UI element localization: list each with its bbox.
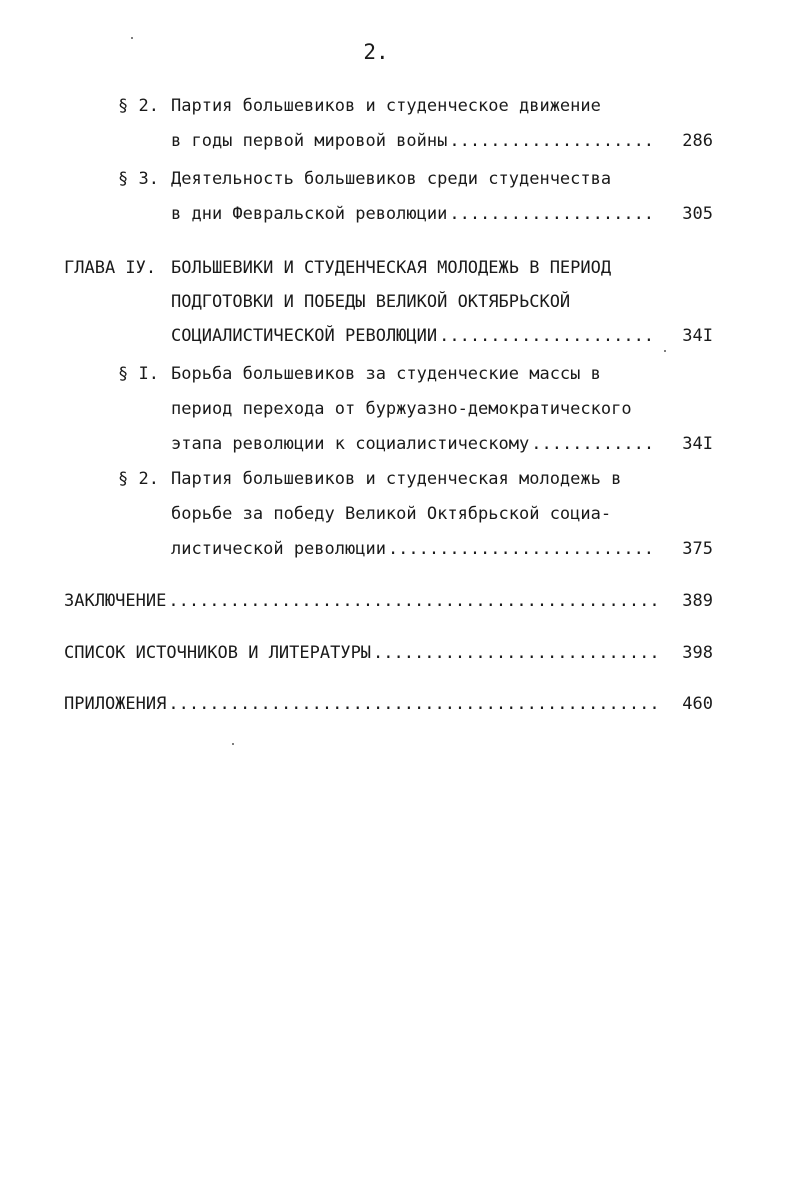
toc-page-ref: 389 (682, 591, 713, 611)
dot-leader (531, 432, 657, 456)
toc-entry-line (171, 324, 657, 348)
dot-leader (439, 324, 657, 348)
toc-entry-text: ПРИЛОЖЕНИЯ (64, 694, 167, 714)
section-marker: § 2. (118, 96, 159, 116)
scan-speck (131, 37, 133, 39)
toc-entry-text: листической революции (171, 539, 386, 559)
toc-entry-line: Деятельность большевиков среди студенчества (171, 169, 612, 189)
page-number: 2. (363, 40, 389, 64)
toc-entry-text: СПИСОК ИСТОЧНИКОВ И ЛИТЕРАТУРЫ (64, 643, 372, 663)
toc-entry-line (64, 692, 657, 716)
dot-leader (388, 537, 657, 561)
toc-entry-line: Партия большевиков и студенческая молодежь в (171, 469, 622, 489)
dot-leader (168, 692, 657, 716)
toc-entry-line (171, 129, 657, 153)
toc-entry-text: этапа революции к социалистическому (171, 434, 530, 454)
section-marker: § 3. (118, 169, 159, 189)
toc-page-ref: 375 (682, 539, 713, 559)
toc-entry-line (171, 432, 657, 456)
toc-entry-text: СОЦИАЛИСТИЧЕСКОЙ РЕВОЛЮЦИИ (171, 326, 438, 346)
toc-entry-line: БОЛЬШЕВИКИ И СТУДЕНЧЕСКАЯ МОЛОДЕЖЬ В ПЕРИОД (171, 258, 612, 278)
toc-entry-line: период перехода от буржуазно-демократического (171, 399, 632, 419)
scan-speck (232, 743, 234, 745)
toc-entry-line: ПОДГОТОВКИ И ПОБЕДЫ ВЕЛИКОЙ ОКТЯБРЬСКОЙ (171, 292, 571, 312)
dot-leader (373, 641, 657, 665)
toc-entry-text: ЗАКЛЮЧЕНИЕ (64, 591, 167, 611)
toc-entry-line (64, 641, 657, 665)
toc-page-ref: 460 (682, 694, 713, 714)
toc-page-ref: 305 (682, 204, 713, 224)
toc-entry-line: Партия большевиков и студенческое движение (171, 96, 601, 116)
toc-entry-text: в дни Февральской революции (171, 204, 448, 224)
toc-page-ref: 34I (682, 326, 713, 346)
dot-leader (449, 129, 657, 153)
toc-entry-line (64, 589, 657, 613)
section-marker: § 2. (118, 469, 159, 489)
toc-entry-line (171, 202, 657, 226)
scan-speck (664, 350, 666, 352)
dot-leader (168, 589, 657, 613)
toc-entry-text: в годы первой мировой войны (171, 131, 448, 151)
section-marker: § I. (118, 364, 159, 384)
chapter-marker: ГЛАВА IУ. (64, 258, 157, 278)
toc-entry-line: борьбе за победу Великой Октябрьской социа- (171, 504, 612, 524)
toc-page-ref: 34I (682, 434, 713, 454)
toc-page-ref: 398 (682, 643, 713, 663)
toc-entry-line: Борьба большевиков за студенческие массы в (171, 364, 601, 384)
dot-leader (449, 202, 657, 226)
toc-page-ref: 286 (682, 131, 713, 151)
toc-entry-line (171, 537, 657, 561)
